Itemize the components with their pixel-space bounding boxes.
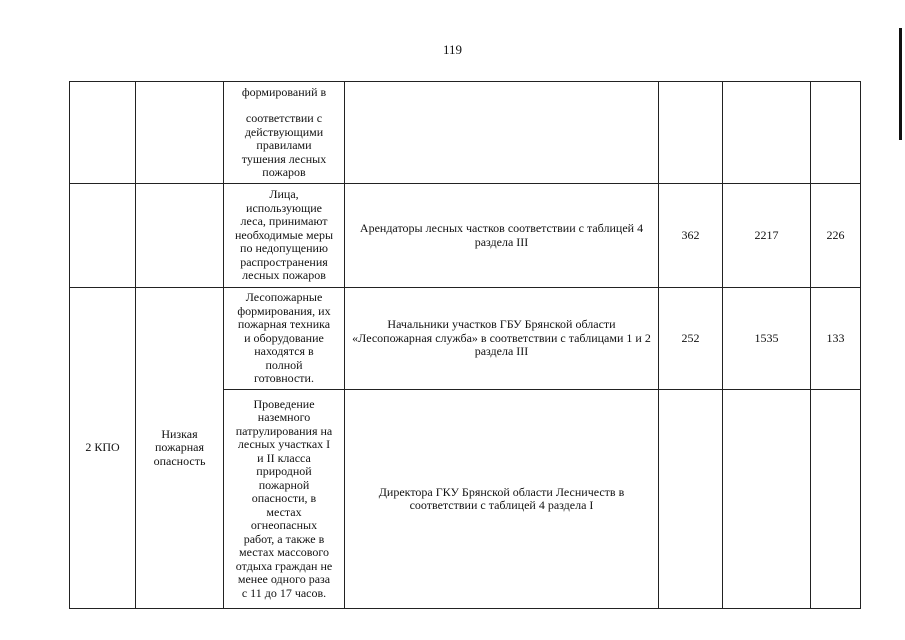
fire-measures-table [69,81,861,609]
measure-line: пожаров [262,165,306,179]
value-cell [723,390,811,609]
measure-line: леса, принимают [240,214,328,229]
measure-cell [224,184,345,288]
measure-line: лесных участках I [237,437,331,452]
table-row [70,184,861,288]
value-cell: 133 [811,288,861,390]
measure-line: пожарной [258,477,310,492]
measure-line: отдыха граждан не [235,558,333,573]
measure-line: опасности, в [251,491,317,506]
measure-line: Проведение [253,396,315,411]
measure-line: правилами [256,138,312,152]
value-cell [659,82,723,184]
measure-line: с 11 до 17 часов. [241,585,327,600]
measure-line: патрулирования на [235,423,333,438]
measure-line: по недопущению [240,241,328,256]
measure-line: Лица, [269,187,299,202]
class-name-line: опасность [153,453,206,468]
page-number: 119 [442,42,463,57]
class-name-line: Низкая [161,426,198,441]
measure-cell [224,390,345,609]
class-code-cell-empty [70,184,136,288]
measure-line: готовности. [254,371,314,386]
measure-line: и оборудование [244,330,324,345]
measure-line: соответствии с [245,111,323,125]
measure-line: природной [256,464,312,479]
measure-line: местах массового [239,545,329,560]
value-cell [811,82,861,184]
measure-line: Лесопожарные [245,290,323,305]
measure-line: менее одного раза [237,572,331,587]
value-cell: 252 [659,288,723,390]
margin-line [899,28,902,140]
measure-line: тушения лесных [241,151,327,166]
measure-line: огнеопасных [250,518,318,533]
measure-line: и II класса [257,450,311,465]
class-name-cell [136,288,224,609]
value-cell: 362 [659,184,723,288]
value-cell [659,390,723,609]
value-cell [811,390,861,609]
responsible-cell: Директора ГКУ Брянской области Лесничеств в соответствии с таблицей 4 раздела I [345,390,659,609]
measure-line: наземного [257,410,311,425]
measure-line: использующие [246,200,322,215]
class-name-line: пожарная [154,440,204,455]
class-code-cell-empty [70,82,136,184]
table-row [70,82,861,184]
responsible-cell: Арендаторы лесных частков соответствии с таблицей 4 раздела III [345,184,659,288]
measure-line: находятся в [254,344,314,359]
measure-cell [224,82,345,184]
responsible-cell: Начальники участков ГБУ Брянской области «Лесопожарная служба» в соответствии с таблицами 1 и 2 раздела III [345,288,659,390]
table-row [70,288,861,390]
measure-line: полной [265,357,303,372]
measure-line: распространения [240,254,328,269]
measure-line: формирования, их [237,303,331,318]
value-cell: 2217 [723,184,811,288]
responsible-cell [345,82,659,184]
measure-line: необходимые меры [234,227,334,242]
class-name-cell-empty [136,82,224,184]
class-code-cell: 2 КПО [70,288,136,609]
measure-cell [224,288,345,390]
measure-line: формирований в [241,84,327,99]
measure-line: лесных пожаров [242,268,326,283]
measure-line: работ, а также в [243,531,325,546]
measure-line: пожарная техника [237,317,331,332]
class-name-cell-empty [136,184,224,288]
measure-line: действующими [244,124,324,139]
value-cell: 226 [811,184,861,288]
value-cell [723,82,811,184]
measure-line: местах [266,504,302,519]
value-cell: 1535 [723,288,811,390]
